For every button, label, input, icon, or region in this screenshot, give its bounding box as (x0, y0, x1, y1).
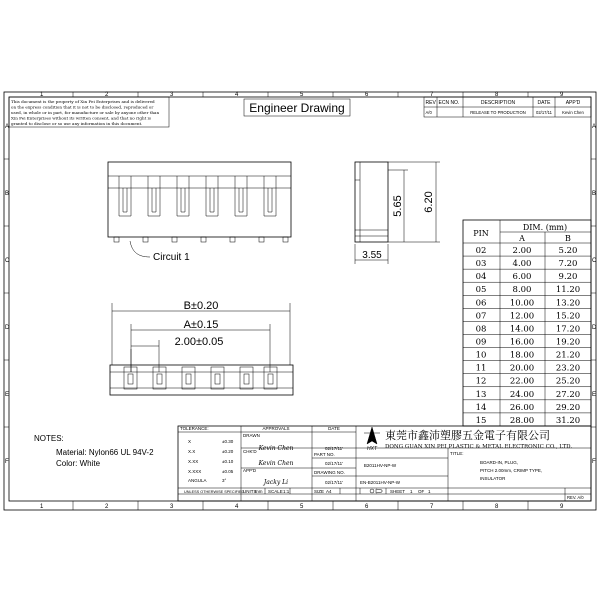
drawing-no-label: DRAWING NO. (314, 470, 345, 475)
dim-table-a-value: 16.00 (509, 337, 535, 348)
zone-col-bottom-6: 6 (365, 504, 369, 510)
drawing-no: EN-B2011HV-NP-W (360, 480, 400, 485)
dim-table-a-value: 8.00 (512, 285, 532, 296)
disclaimer-line-5: granted to disclose or so use any information in this document. (11, 121, 143, 126)
dim-table-b-value: 9.20 (558, 272, 578, 283)
disclaimer-line-3: used, in whole or in part, for manufacture or sale by anyone other than (11, 110, 160, 115)
zone-row-right-d: D (592, 325, 597, 331)
dim-table-col-b: B (565, 234, 571, 243)
dim-pitch: 2.00±0.05 (174, 336, 224, 348)
zone-col-top-2: 2 (105, 92, 109, 98)
rev-header-ecn: ECN NO. (438, 100, 460, 106)
tolerance-label: TOLERANCE: (180, 426, 209, 431)
appd-label: APP'D (243, 468, 257, 473)
tol-xxxx-label: X.XXX (188, 469, 202, 474)
bottom-view (110, 303, 293, 395)
dim-table-b-value: 23.20 (555, 363, 581, 374)
dim-table-pin: 09 (475, 337, 487, 348)
logo-text: HXT (367, 446, 377, 452)
dim-table-a-value: 28.00 (509, 415, 535, 426)
rev-label: REV. A/0 (567, 495, 584, 500)
disclaimer-line-4: Xin Fei Enterprises without its written consent, and that no right is (11, 115, 151, 121)
rev-row-date: 02/17/11 (536, 110, 552, 115)
dim-table-pin: 04 (475, 272, 487, 283)
zone-col-top-3: 3 (170, 92, 174, 98)
dim-table-b-value: 19.20 (555, 337, 581, 348)
drawing-title: Engineer Drawing (249, 101, 345, 115)
dim-table-pin: 05 (475, 285, 487, 296)
dim-table-b-value: 11.20 (555, 285, 581, 296)
dim-table-a-value: 4.00 (512, 259, 532, 270)
zone-row-left-e: E (5, 392, 10, 398)
part-no: B2011HV-NP-W (363, 463, 397, 468)
zone-col-bottom-8: 8 (495, 504, 499, 510)
disclaimer-line-1: This document is the property of Xin Fei Enterprises and is delivered (11, 99, 155, 104)
title-line-1: BOARD-IN, PLUG, (480, 460, 519, 465)
tol-xx-label: X.X (188, 449, 196, 454)
tol-angula-value: 3° (222, 478, 227, 483)
tol-x-value: ±0.30 (222, 439, 234, 444)
chkd-label: CHK'D (243, 449, 257, 454)
dim-table-pin: 15 (475, 415, 487, 426)
zone-row-right-c: C (592, 258, 597, 264)
drawn-date: 02/17/11' (324, 446, 344, 451)
zone-row-left-b: B (5, 191, 10, 197)
sheet-value: 1 (410, 489, 413, 494)
dim-table-a-value: 12.00 (509, 311, 535, 322)
zone-row-left-c: C (5, 258, 10, 264)
dim-table-title: DIM. (mm) (522, 223, 568, 232)
dim-height-outer: 6.20 (423, 191, 435, 213)
dim-table-a-value: 26.00 (509, 402, 535, 413)
dim-table-pin: 10 (475, 350, 487, 361)
zone-col-top-6: 6 (365, 92, 369, 98)
dim-table-b-value: 13.20 (555, 298, 581, 309)
circuit-label: Circuit 1 (153, 252, 190, 263)
rev-header-description: DESCRIPTION (480, 100, 516, 106)
zone-row-right-f: F (592, 459, 596, 465)
zone-col-bottom-9: 9 (560, 504, 564, 510)
rev-header-date: DATE (537, 100, 551, 106)
units-label: UNITS (243, 489, 257, 494)
zone-col-bottom-3: 3 (170, 504, 174, 510)
dim-table-b-value: 21.20 (555, 350, 581, 361)
zone-col-bottom-2: 2 (105, 504, 109, 510)
size-label: SIZE (314, 489, 325, 494)
notes-color: Color: White (56, 459, 101, 468)
dim-table-b-value: 15.20 (555, 311, 581, 322)
zone-row-right-e: E (592, 392, 597, 398)
rev-row-description: RELEASE TO PRODUCTION (470, 110, 526, 115)
date-label: DATE (328, 426, 340, 431)
chkd-date: 02/17/11' (324, 461, 344, 466)
zone-col-top-8: 8 (495, 92, 499, 98)
dim-height-inner: 5.65 (392, 195, 404, 217)
drawn-name: Kevin Chen (258, 445, 294, 452)
zone-col-top-9: 9 (560, 92, 564, 98)
dim-table-a-value: 10.00 (509, 298, 535, 309)
dim-table-b-value: 27.20 (555, 389, 581, 400)
dim-table-pin-header: PIN (473, 229, 489, 238)
notes-material: Material: Nylon66 UL 94V-2 (56, 448, 154, 457)
title-line-2: PITCH 2.00mm, CRIMP TYPE, (480, 468, 543, 473)
unless-label: UNLESS OTHERWISE SPECIFIED (184, 490, 245, 494)
dim-table-b-value: 25.20 (555, 376, 581, 387)
of-value: 1 (428, 489, 431, 494)
tol-xxxx-value: ±0.05 (222, 469, 234, 474)
rev-header-appd: APP'D (565, 100, 581, 106)
dim-table-a-value: 22.00 (509, 376, 535, 387)
appd-name: Jacky Li (263, 479, 289, 486)
tol-xxx-label: X.XX (188, 459, 199, 464)
dim-table-b-value: 5.20 (558, 246, 578, 256)
dim-table-b-value: 7.20 (558, 259, 578, 270)
dim-table-a-value: 2.00 (512, 246, 532, 256)
units-value: mm (255, 489, 263, 494)
front-view (108, 162, 291, 257)
title-label: TITLE: (450, 451, 464, 456)
company-cn: 東莞市鑫沛塑膠五金電子有限公司 (385, 430, 550, 442)
tol-xx-value: ±0.20 (222, 449, 234, 454)
dim-depth: 3.55 (362, 250, 382, 261)
dim-table-a-value: 6.00 (512, 272, 532, 283)
rev-row-appd: Kevin Chen (562, 110, 584, 115)
approvals-label: APPROVALS (262, 426, 290, 431)
dim-table-pin: 11 (475, 363, 487, 374)
dim-table-pin: 07 (475, 311, 487, 322)
tol-angula-label: ANGULA (188, 478, 207, 483)
zone-row-left-a: A (5, 124, 10, 130)
dim-table-pin: 14 (475, 402, 487, 413)
zone-row-left-f: F (5, 459, 9, 465)
disclaimer-line-2: on the express condition that it is not to be disclosed, reproduced or (11, 104, 154, 110)
dim-table-pin: 03 (475, 259, 487, 270)
company-en: DONG GUAN XIN PEI PLASTIC & METAL ELECTRONIC CO., LTD. (385, 444, 573, 450)
zone-col-top-4: 4 (235, 92, 239, 98)
dim-table-pin: 06 (475, 298, 487, 309)
sheet-label: SHEET (390, 489, 406, 494)
scale-value: 1:1 (283, 489, 290, 494)
appd-date: 02/17/11' (324, 480, 344, 485)
rev-row-rev: A/0 (425, 110, 432, 115)
size-value: A4 (326, 489, 332, 494)
zone-col-bottom-1: 1 (40, 504, 44, 510)
tol-xxx-value: ±0.10 (222, 459, 234, 464)
zone-row-left-d: D (5, 325, 10, 331)
dim-a: A±0.15 (183, 319, 219, 331)
of-label: OF (418, 489, 425, 494)
title-line-3: INSULATOR (480, 476, 506, 481)
projection-symbol-icon (370, 489, 382, 493)
part-no-label: PART NO. (314, 452, 335, 457)
dim-table-pin: 08 (475, 324, 487, 335)
revision-table (424, 97, 591, 117)
dim-table-a-value: 20.00 (509, 363, 535, 374)
dim-table-b-value: 29.20 (555, 402, 581, 413)
zone-row-right-b: B (592, 191, 597, 197)
chkd-name: Kevin Chen (258, 460, 294, 467)
zone-col-bottom-4: 4 (235, 504, 239, 510)
dim-table-pin: 13 (475, 389, 487, 400)
dim-table-col-a: A (519, 234, 525, 243)
dim-table-a-value: 24.00 (509, 389, 535, 400)
zone-row-right-a: A (592, 124, 597, 130)
zone-col-top-7: 7 (430, 92, 434, 98)
zone-col-bottom-7: 7 (430, 504, 434, 510)
dim-table-pin: 02 (475, 246, 487, 256)
dim-table-pin: 12 (475, 376, 487, 387)
zone-col-top-1: 1 (40, 92, 44, 98)
dim-table-b-value: 17.20 (555, 324, 581, 335)
dim-table-a-value: 14.00 (509, 324, 535, 335)
drawn-label: DRAWN (243, 433, 260, 438)
zone-col-bottom-5: 5 (300, 504, 304, 510)
rev-header-rev: REV (425, 100, 436, 106)
dim-table-a-value: 18.00 (509, 350, 535, 361)
dim-table-b-value: 31.20 (555, 415, 581, 426)
zone-col-top-5: 5 (300, 92, 304, 98)
scale-label: SCALE (268, 489, 283, 494)
tol-x-label: X (188, 439, 192, 444)
dim-b: B±0.20 (183, 300, 219, 312)
notes-heading: NOTES: (34, 434, 64, 443)
